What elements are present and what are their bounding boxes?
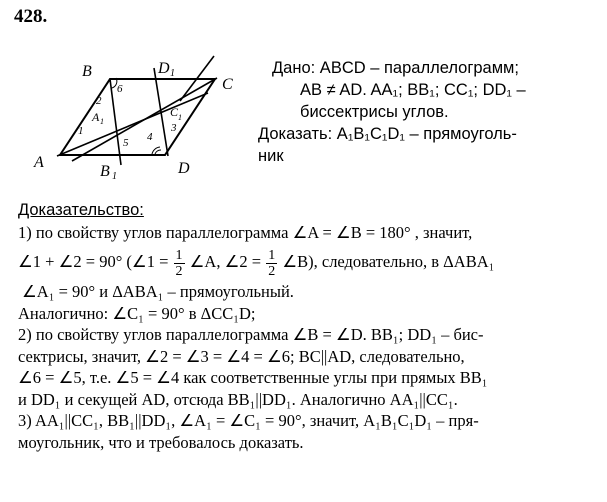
given-line: Дано: ABCD – параллелограмм; — [272, 59, 519, 77]
proof-line: 1) по свойству углов параллелограмма ∠A = ∠B = 180° , значит, — [18, 222, 473, 242]
angle-arc-d2 — [155, 150, 161, 154]
proof-block — [18, 200, 603, 453]
parallelogram-abcd — [60, 79, 215, 155]
given-block — [258, 57, 603, 167]
proof-text: ∠B), следовательно, в ΔABA₁ — [282, 252, 495, 271]
angle-label-1: 1 — [78, 125, 84, 137]
angle-label-4: 4 — [147, 131, 153, 143]
label-d1: D — [158, 60, 170, 77]
fraction-denominator: 2 — [268, 263, 276, 279]
prove-line: Доказать: A₁B₁C₁D₁ – прямоуголь- — [258, 125, 517, 143]
fraction-denominator: 2 — [175, 263, 183, 279]
parallelogram-figure — [30, 48, 270, 188]
label-c1-sub: 1 — [178, 113, 182, 122]
fraction-numerator: 1 — [268, 247, 276, 263]
label-b1: B — [100, 163, 110, 180]
proof-text: ∠1 + ∠2 = 90° (∠1 = — [18, 252, 169, 271]
fraction-numerator: 1 — [175, 247, 183, 263]
fraction-one-half — [266, 248, 277, 279]
proof-title: Доказательство: — [18, 201, 144, 219]
proof-line: сектрисы, значит, ∠2 = ∠3 = ∠4 = ∠6; BC||AD, следовательно, — [18, 346, 465, 366]
proof-line-fractions — [18, 243, 603, 281]
proof-line: ∠A₁ = 90° и ΔABA₁ – прямоугольный. — [22, 282, 294, 301]
angle-label-2: 2 — [96, 95, 102, 107]
proof-line: Аналогично: ∠C₁ = 90° в ΔCC₁D; — [18, 303, 256, 323]
proof-line: ∠6 = ∠5, т.е. ∠5 = ∠4 как соответственные углы при прямых BB₁ — [18, 368, 488, 387]
label-d1-sub: 1 — [170, 68, 175, 79]
label-b: B — [82, 63, 92, 80]
label-d: D — [178, 160, 190, 177]
proof-line: моугольник, что и требовалось доказать. — [18, 432, 304, 452]
label-a: A — [34, 154, 44, 171]
label-a1-sub: 1 — [100, 117, 104, 126]
given-line: биссектрисы углов. — [300, 103, 449, 121]
prove-line: ник — [258, 147, 284, 165]
angle-label-5: 5 — [123, 137, 129, 149]
proof-line: и DD₁ и секущей AD, отсюда BB₁||DD₁. Аналогично AA₁||CC₁. — [18, 389, 458, 409]
problem-number: 428. — [14, 6, 48, 27]
angle-label-3: 3 — [171, 122, 177, 134]
proof-text: ∠A, ∠2 = — [189, 252, 262, 271]
proof-line: 2) по свойству углов параллелограмма ∠B = ∠D. BB₁; DD₁ – бис- — [18, 325, 484, 344]
label-b1-sub: 1 — [112, 171, 117, 182]
proof-line: 3) AA₁||CC₁, BB₁||DD₁, ∠A₁ = ∠C₁ = 90°, значит, A₁B₁C₁D₁ – пря- — [18, 411, 479, 430]
angle-label-6: 6 — [117, 83, 123, 95]
label-c1: C — [170, 105, 179, 119]
fraction-one-half — [174, 248, 185, 279]
label-c: C — [222, 76, 233, 93]
given-line: AB ≠ AD. AA₁; BB₁; CC₁; DD₁ – — [300, 81, 526, 99]
label-a1: A — [92, 110, 100, 124]
